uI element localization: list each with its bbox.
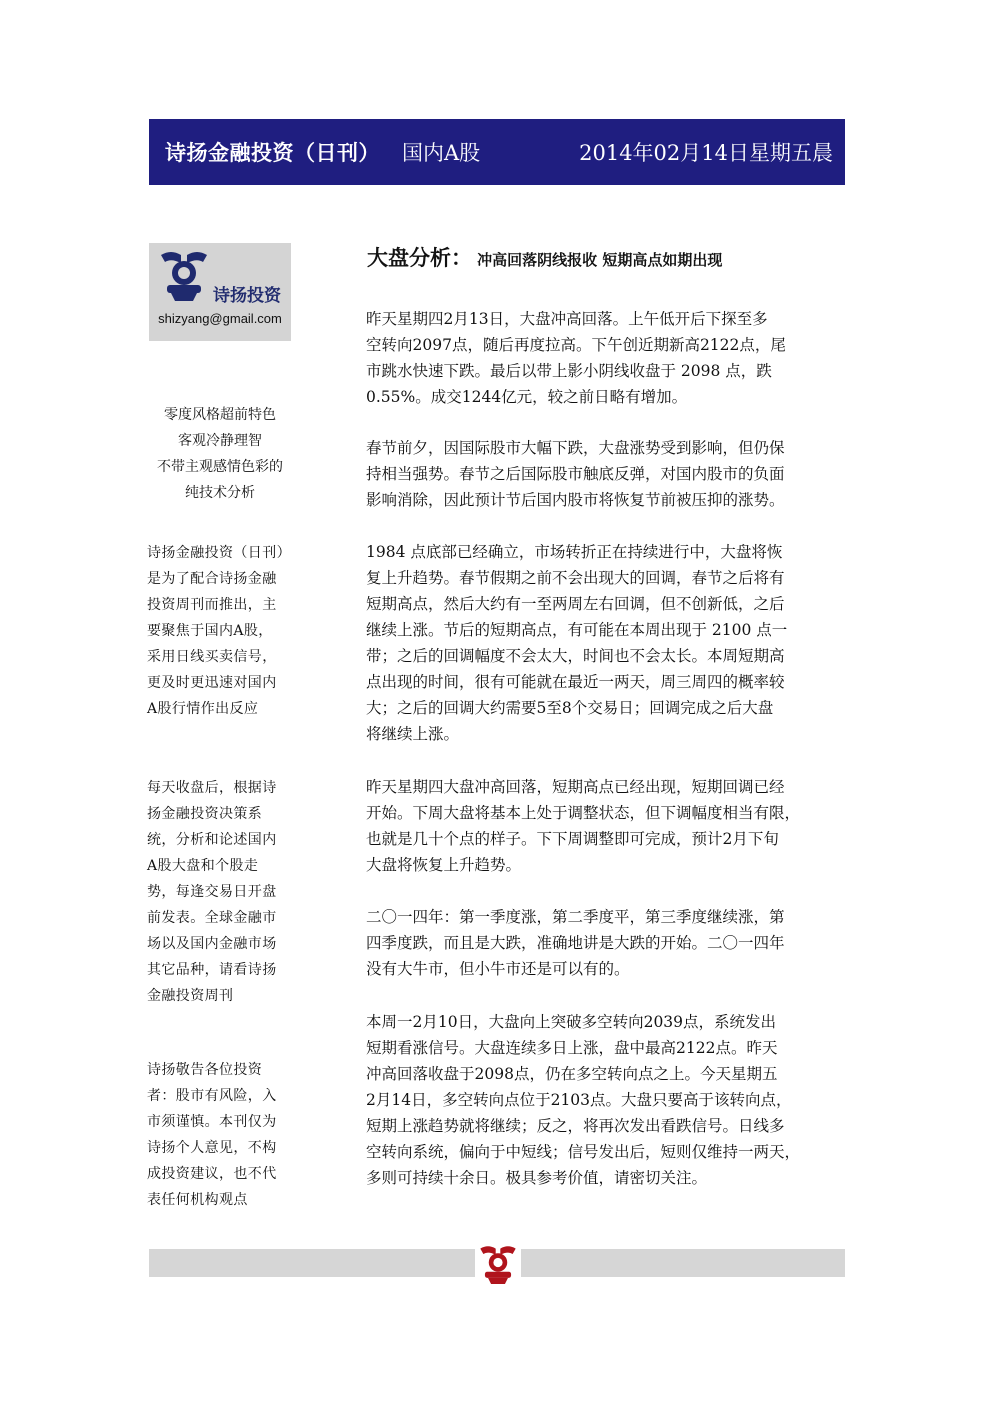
about-line: 要聚焦于国内A股，: [147, 623, 273, 639]
paragraph-line: 春节前夕，因国际股市大幅下跌，大盘涨势受到影响，但仍保: [366, 439, 785, 457]
motto-line: 零度风格超前特色: [164, 407, 276, 423]
paragraph-line: 复上升趋势。春节假期之前不会出现大的回调，春节之后将有: [366, 569, 785, 587]
about-line: 诗扬金融投资（日刊）: [147, 545, 291, 561]
article-headline: [367, 242, 722, 272]
paragraph-line: 持相当强势。春节之后国际股市触底反弹，对国内股市的负面: [366, 465, 785, 483]
paragraph-line: 1984 点底部已经确立，市场转折正在持续进行中，大盘将恢: [366, 543, 783, 561]
about-line: 更及时更迅速对国内: [147, 675, 277, 691]
disclaimer-line: 者：股市有风险，入: [147, 1088, 277, 1104]
publish-line: 前发表。全球金融市: [147, 910, 277, 926]
article-paragraph: [366, 435, 836, 513]
disclaimer-line: 市须谨慎。本刊仅为: [147, 1114, 277, 1130]
publish-line: A股大盘和个股走: [147, 858, 259, 874]
paragraph-line: 继续上涨。节后的短期高点，有可能在本周出现于 2100 点一: [366, 621, 788, 639]
about-line: A股行情作出反应: [147, 701, 259, 717]
paragraph-line: 点出现的时间，很有可能就在最近一两天，周三周四的概率较: [366, 673, 785, 691]
publish-line: 其它品种，请看诗扬: [147, 962, 277, 978]
paragraph-line: 短期看涨信号。大盘连续多日上涨，盘中最高2122点。昨天: [366, 1039, 778, 1057]
disclaimer-line: 诗扬敬告各位投资: [147, 1062, 263, 1078]
article-paragraph: [366, 306, 836, 410]
paragraph-line: 本周一2月10日，大盘向上突破多空转向2039点，系统发出: [366, 1013, 777, 1031]
sy-logo-icon: [475, 1244, 521, 1284]
about-line: 投资周刊而推出，主: [147, 597, 277, 613]
paragraph-line: 空转向系统，偏向于中短线；信号发出后，短则仅维持一两天，: [366, 1143, 801, 1161]
about-line: 采用日线买卖信号，: [147, 649, 277, 665]
footer-logo: [475, 1244, 521, 1284]
paragraph-line: 四季度跌，而且是大跌，准确地讲是大跌的开始。二〇一四年: [366, 934, 785, 952]
paragraph-line: 昨天星期四2月13日，大盘冲高回落。上午低开后下探至多: [366, 310, 768, 328]
paragraph-line: 空转向2097点，随后再度拉高。下午创近期新高2122点，尾: [366, 336, 786, 354]
article-paragraph: [366, 1009, 836, 1191]
sidebar-publish-info: [147, 775, 287, 1009]
motto-line: 不带主观感情色彩的: [157, 459, 283, 475]
article-paragraph: [366, 904, 836, 982]
publication-title: 诗扬金融投资（日刊）: [165, 141, 380, 165]
paragraph-line: 将继续上涨。: [366, 725, 460, 743]
sy-logo-icon: [157, 249, 211, 301]
logo-box: [149, 243, 291, 341]
sidebar-motto: [140, 402, 300, 506]
paragraph-line: 多则可持续十余日。极具参考价值，请密切关注。: [366, 1169, 708, 1187]
publish-line: 每天收盘后，根据诗: [147, 780, 277, 796]
paragraph-line: 开始。下周大盘将基本上处于调整状态，但下调幅度相当有限，: [366, 804, 801, 822]
issue-date: 2014年02月14日星期五晨: [579, 141, 833, 165]
disclaimer-line: 成投资建议，也不代: [147, 1166, 277, 1182]
publish-line: 统，分析和论述国内: [147, 832, 277, 848]
motto-line: 纯技术分析: [185, 485, 255, 501]
publish-line: 扬金融投资决策系: [147, 806, 263, 822]
disclaimer-line: 表任何机构观点: [147, 1192, 248, 1208]
paragraph-line: 市跳水快速下跌。最后以带上影小阴线收盘于 2098 点，跌: [366, 362, 772, 380]
paragraph-line: 短期高点，然后大约有一至两周左右回调，但不创新低，之后: [366, 595, 785, 613]
article-paragraph: [366, 774, 836, 878]
paragraph-line: 0.55%。成交1244亿元，较之前日略有增加。: [366, 388, 688, 406]
paragraph-line: 影响消除，因此预计节后国内股市将恢复节前被压抑的涨势。: [366, 491, 785, 509]
paragraph-line: 二〇一四年：第一季度涨，第二季度平，第三季度继续涨，第: [366, 908, 785, 926]
logo-wordmark: 诗扬投资: [213, 286, 281, 306]
header-banner: [149, 119, 845, 185]
paragraph-line: 昨天星期四大盘冲高回落，短期高点已经出现，短期回调已经: [366, 778, 785, 796]
paragraph-line: 带；之后的回调幅度不会太大，时间也不会太长。本周短期高: [366, 647, 785, 665]
publish-line: 场以及国内金融市场: [147, 936, 277, 952]
disclaimer-line: 诗扬个人意见，不构: [147, 1140, 277, 1156]
paragraph-line: 短期上涨趋势就将继续；反之，将再次发出看跌信号。日线多: [366, 1117, 785, 1135]
paragraph-line: 冲高回落收盘于2098点，仍在多空转向点之上。今天星期五: [366, 1065, 778, 1083]
paragraph-line: 大盘将恢复上升趋势。: [366, 856, 522, 874]
about-line: 是为了配合诗扬金融: [147, 571, 277, 587]
publish-line: 金融投资周刊: [147, 988, 234, 1004]
paragraph-line: 没有大牛市，但小牛市还是可以有的。: [366, 960, 630, 978]
paragraph-line: 大；之后的回调大约需要5至8个交易日；回调完成之后大盘: [366, 699, 774, 717]
article-paragraph: [366, 539, 836, 747]
paragraph-line: 2月14日，多空转向点位于2103点。大盘只要高于该转向点，: [366, 1091, 792, 1109]
motto-line: 客观冷静理智: [178, 433, 262, 449]
headline-lead: 大盘分析：: [367, 246, 472, 270]
headline-sub: 冲高回落阴线报收 短期高点如期出现: [477, 251, 723, 269]
sidebar-disclaimer: [147, 1057, 287, 1213]
sidebar-about: [147, 540, 291, 722]
publish-line: 势，每逢交易日开盘: [147, 884, 277, 900]
contact-email[interactable]: shizyang@gmail.com: [158, 311, 282, 326]
market-label: 国内A股: [402, 141, 481, 165]
paragraph-line: 也就是几十个点的样子。下下周调整即可完成，预计2月下旬: [366, 830, 779, 848]
